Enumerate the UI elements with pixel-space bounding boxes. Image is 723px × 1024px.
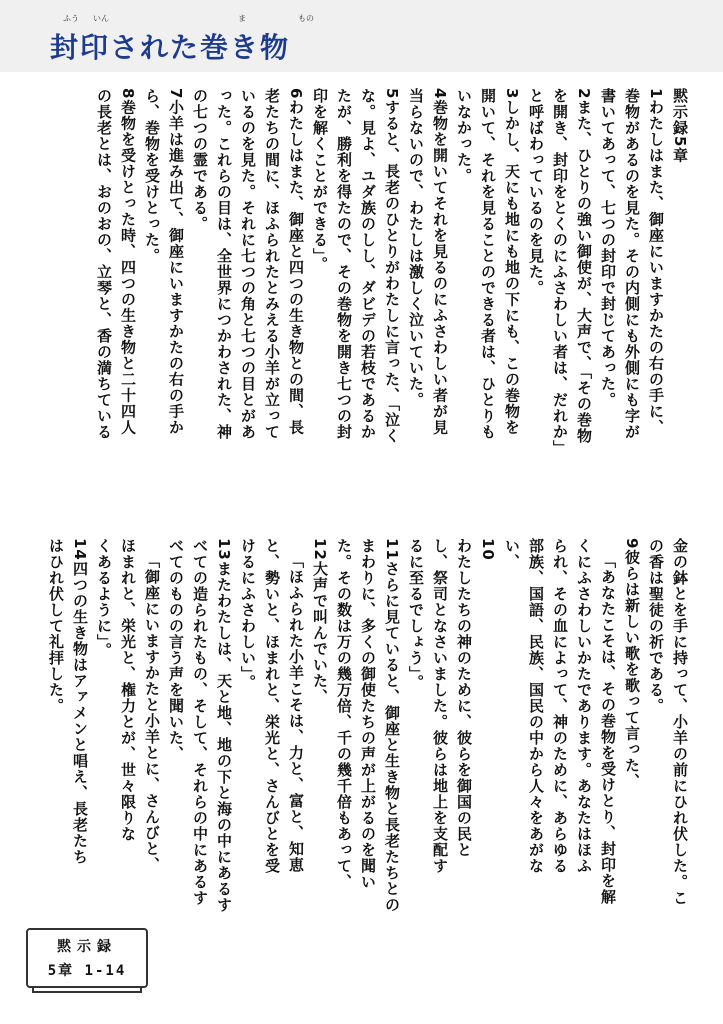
text-column: くにふさわしいかたであります。あなたはほふ <box>575 538 593 874</box>
ruby-ma: ま <box>238 14 246 23</box>
text-column: られ、その血によって、神のために、あらゆる <box>551 538 569 874</box>
reference-book: 黙示録 <box>57 939 117 955</box>
text-column: るに至るでしょう」。 <box>407 538 425 691</box>
text-column: 14四つの生き物はアァメンと唱え、長老たち <box>71 538 89 865</box>
chapter-heading: 黙示録5章 <box>671 88 689 164</box>
text-column: 「御座にいますかたと小羊とに、さんびと、 <box>143 553 161 873</box>
text-column: 「ほふられた小羊こそは、力と、富と、知恵 <box>287 553 305 873</box>
text-column: はひれ伏して礼拝した。 <box>47 538 65 714</box>
text-column: いなかった。 <box>455 88 473 184</box>
text-column: べての造られたもの、そして、それらの中にあるす <box>191 538 209 906</box>
text-column: 7小羊は進み出て、御座にいますかたの右の手か <box>167 88 185 436</box>
text-column: 2また、ひとりの強い御使が、大声で、「その巻物 <box>575 88 593 444</box>
text-column: を開き、封印をとくのにふさわしい者は、だれか」 <box>551 88 569 456</box>
text-column: わたしたちの神のために、彼らを御国の民と <box>455 538 473 858</box>
text-column: と呼ばわっているのを見た。 <box>527 88 545 296</box>
text-column: 13またわたしは、天と地、地の下と海の中にあるす <box>215 538 233 913</box>
text-column: 書いてあって、七つの封印で封じてあった。 <box>599 88 617 408</box>
text-column: 12大声で叫んでいた、 <box>311 538 329 705</box>
text-block-bottom <box>28 538 692 938</box>
text-column: の七つの霊である。 <box>191 88 209 232</box>
text-column: くあるように」。 <box>95 538 113 659</box>
text-column: 部族、国語、民族、国民の中から人々をあがな <box>527 538 545 874</box>
text-column: い、 <box>503 538 521 570</box>
ruby-fuu: ふう <box>63 14 79 23</box>
text-column: 5すると、長老のひとりがわたしに言った、「泣く <box>383 88 401 444</box>
reference-box <box>26 928 148 988</box>
text-column: な。見よ、ユダ族のしし、ダビデの若枝であるか <box>359 88 377 440</box>
text-column: の長老とは、おのおの、立琴と、香の満ちている <box>95 88 113 440</box>
text-column: べてのものの言う声を聞いた、 <box>167 538 185 762</box>
text-column: 6わたしはまた、御座と四つの生き物との間、長 <box>287 88 305 436</box>
verse-number: 10 <box>479 538 497 561</box>
text-column: ら、巻物を受けとった。 <box>143 88 161 264</box>
text-column: た。その数は万の幾万倍、千の幾千倍もあって、 <box>335 538 353 890</box>
reference-range: 5章 1-14 <box>47 963 127 979</box>
text-column: いるのを見た。それに七つの角と七つの目とがあ <box>239 88 257 440</box>
text-column: まわりに、多くの御使たちの声が上がるのを聞い <box>359 538 377 890</box>
text-column: たが、勝利を得たので、その巻物を開き七つの封 <box>335 88 353 440</box>
text-column: けるにふさわしい」。 <box>239 538 257 691</box>
text-column: 当らないので、わたしは激しく泣いていた。 <box>407 88 425 408</box>
ruby-in: いん <box>93 14 109 23</box>
text-column: 「あなたこそは、その巻物を受けとり、封印を解 <box>599 553 617 905</box>
text-column: 巻物があるのを見た。その内側にも外側にも字が <box>623 88 641 440</box>
text-column: 印を解くことができる」。 <box>311 88 329 273</box>
title-ruby <box>55 13 345 25</box>
ruby-mono: もの <box>298 14 314 23</box>
text-column: と、勢いと、ほまれと、栄光と、さんびとを受 <box>263 538 281 874</box>
text-column: 9彼らは新しい歌を歌って言った、 <box>623 538 641 790</box>
text-column: 老たちの間に、ほふられたとみえる小羊が立って <box>263 88 281 440</box>
text-column: 4巻物を開いてそれを見るのにふさわしい者が見 <box>431 88 449 436</box>
text-column: 開いて、それを見ることのできる者は、ひとりも <box>479 88 497 440</box>
text-column: の香は聖徒の祈である。 <box>647 538 665 714</box>
text-column: 金の鉢とを手に持って、小羊の前にひれ伏した。こ <box>671 538 689 906</box>
text-column: 11さらに見ていると、御座と生き物と長老たちとの <box>383 538 401 913</box>
text-column: 8巻物を受けとった時、四つの生き物と二十四人 <box>119 88 137 436</box>
text-column: し、祭司となさいました。彼らは地上を支配す <box>431 538 449 874</box>
text-block-top <box>28 88 692 488</box>
text-column: 1わたしはまた、御座にいますかたの右の手に、 <box>647 88 665 436</box>
text-column: った。これらの目は、全世界につかわされた、神 <box>215 88 233 440</box>
text-column: 3しかし、天にも地にも地の下にも、この巻物を <box>503 88 521 436</box>
text-column: ほまれと、栄光と、権力とが、世々限りな <box>119 538 137 842</box>
page-title: 封印された巻き物 <box>50 31 291 64</box>
